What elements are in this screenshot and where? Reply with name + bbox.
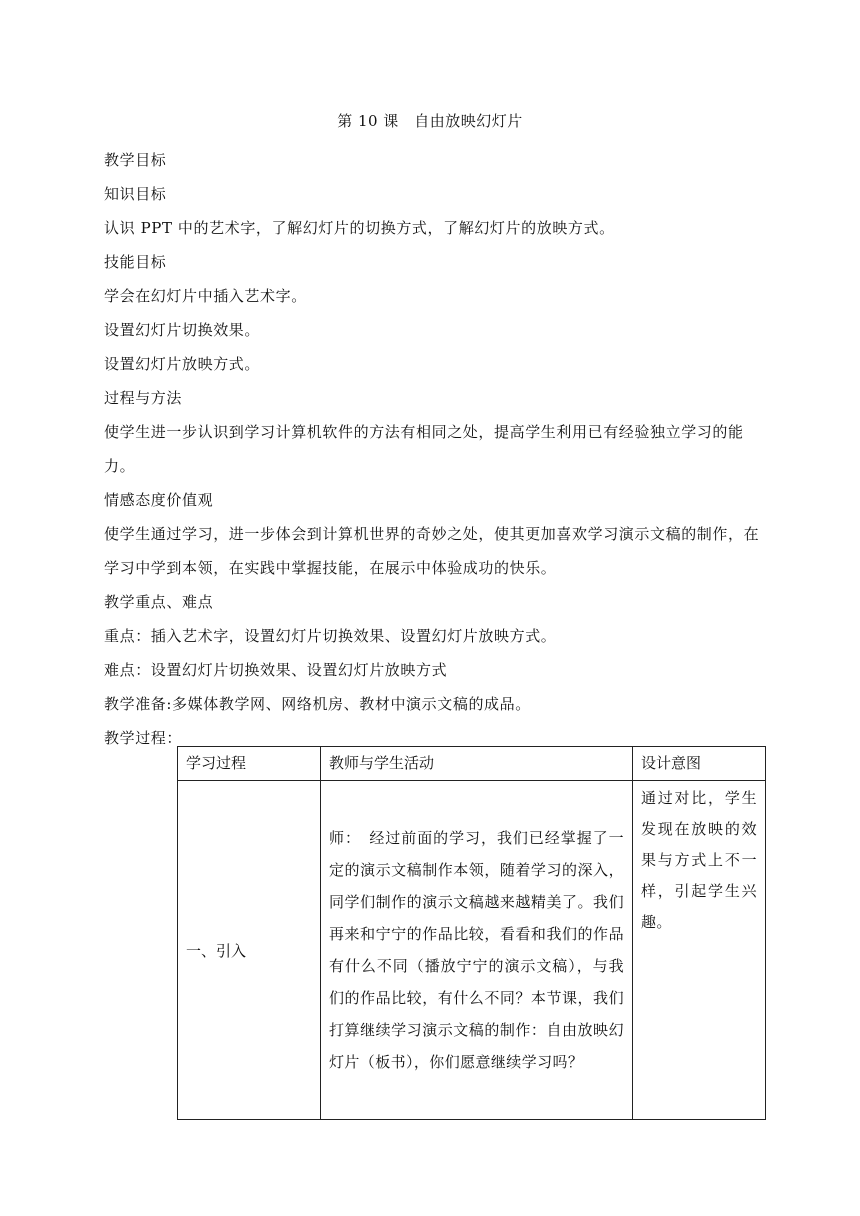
heading-knowledge-goals: 知识目标 [104,185,167,203]
table-row [178,781,766,1120]
skill-goal-3: 设置幻灯片放映方式。 [104,355,261,373]
difficult-point-text: 难点：设置幻灯片切换效果、设置幻灯片放映方式 [104,661,448,679]
document-body [104,143,764,755]
table-cell-stage: 一、引入 [178,781,321,1120]
heading-process-methods: 过程与方法 [104,389,183,407]
table-header-intent: 设计意图 [633,747,766,781]
table-cell-intent: 通过对比，学生发现在放映的效果与方式上不一样，引起学生兴趣。 [633,781,766,1120]
teaching-preparation-text: 教学准备:多媒体教学网、网络机房、教材中演示文稿的成品。 [104,695,531,713]
key-point-text: 重点：插入艺术字，设置幻灯片切换效果、设置幻灯片放映方式。 [104,627,557,645]
heading-key-points: 教学重点、难点 [104,593,214,611]
emotion-values-text: 使学生通过学习，进一步体会到计算机世界的奇妙之处，使其更加喜欢学习演示文稿的制作，在学习中学到本领，在实践中掌握技能，在展示中体验成功的快乐。 [104,525,760,577]
lesson-process-table [177,746,766,1120]
table-header-stage: 学习过程 [178,747,321,781]
table-header-activity: 教师与学生活动 [321,747,633,781]
skill-goal-1: 学会在幻灯片中插入艺术字。 [104,287,307,305]
knowledge-goals-text: 认识 PPT 中的艺术字，了解幻灯片的切换方式，了解幻灯片的放映方式。 [104,219,615,237]
heading-teaching-goals: 教学目标 [104,151,167,169]
process-methods-text: 使学生进一步认识到学习计算机软件的方法有相同之处，提高学生利用已有经验独立学习的能力。 [104,423,744,475]
heading-teaching-process: 教学过程： [104,729,183,747]
table-cell-activity: 师： 经过前面的学习，我们已经掌握了一定的演示文稿制作本领，随着学习的深入，同学们制作的演示文稿越来越精美了。我们再来和宁宁的作品比较，看看和我们的作品有什么不同（播放宁宁的演示文稿），与我们的作品比较，有什么不同？本节课，我们打算继续学习演示文稿的制作：自由放映幻灯片（板书），你们愿意继续学习吗？ [321,781,633,1120]
table-header-row [178,747,766,781]
heading-emotion-values: 情感态度价值观 [104,491,214,509]
skill-goal-2: 设置幻灯片切换效果。 [104,321,261,339]
heading-skill-goals: 技能目标 [104,253,167,271]
lesson-title: 第 10 课 自由放映幻灯片 [337,112,523,130]
